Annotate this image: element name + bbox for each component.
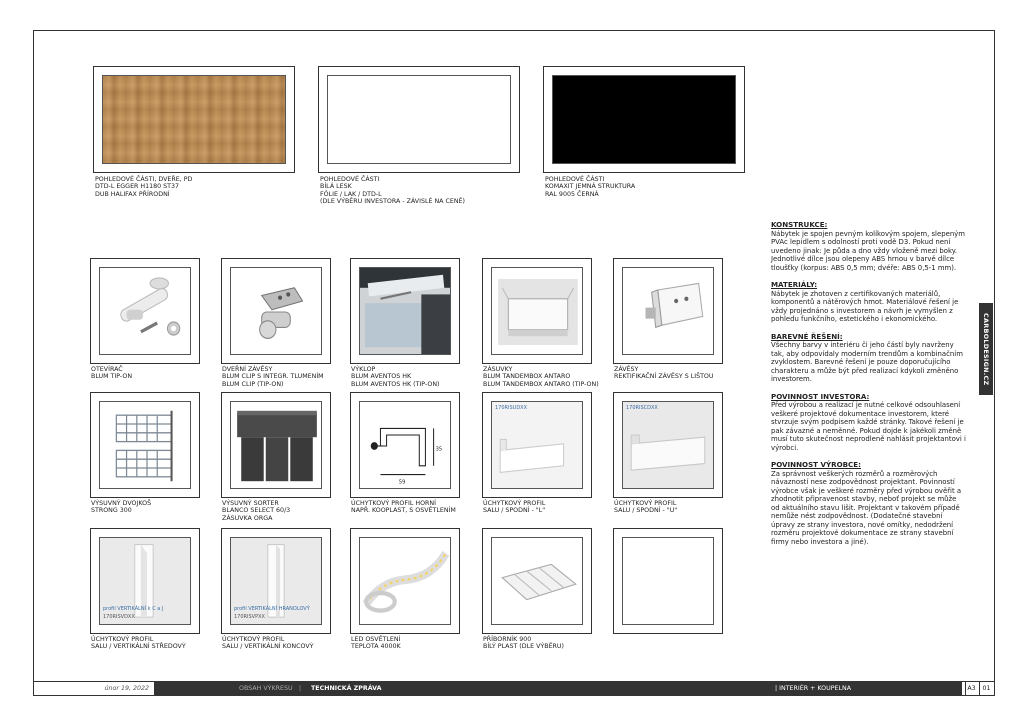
cutlery-tray-icon (492, 538, 583, 625)
footer-title: TECHNICKÁ ZPRÁVA (311, 685, 382, 692)
product-frame (350, 258, 460, 364)
product-image (99, 537, 191, 625)
product-tag: profil VERTIKÁLNÍ HRANOLOVÝ (234, 606, 310, 612)
caption-line: BÍLÝ PLAST (DLE VÝBĚRU) (483, 643, 564, 651)
product-image (99, 401, 191, 489)
footer-date: únor 19, 2022 (104, 685, 149, 692)
product-frame (350, 392, 460, 498)
product-caption (91, 636, 186, 651)
product-frame (482, 528, 592, 634)
product-image (359, 401, 451, 489)
footer-format: A3 (965, 682, 977, 696)
material-swatch-white (327, 75, 511, 164)
product-caption (351, 500, 456, 515)
note-text: Nábytek je zhotoven z certifikovaných materiálů, komponentů a nátěrových hmot. Materiálové řešení je vždy projednáno s investorem a návrh je vymyšlen z pohledu funkčního, estetického i ekonomického. (771, 289, 959, 323)
caption-line: VÝKLOP (351, 366, 376, 373)
technical-notes (771, 221, 967, 555)
footer-page-number: 01 (979, 682, 993, 696)
product-tag: 170RISCDXX (626, 405, 658, 411)
l-profile-icon (492, 402, 583, 489)
caption-line: OTEVÍRAČ (91, 366, 123, 373)
product-image (99, 267, 191, 355)
caption-line: DVEŘNÍ ZÁVĚSY (222, 366, 273, 373)
caption-line: ÚCHYTKOVÝ PROFIL (91, 636, 154, 643)
product-code: 170RISVPXX (234, 614, 265, 620)
product-tag: profil VERTIKÁLNÍ k C a J (103, 606, 164, 612)
caption-line: TEPLOTA 4000K (351, 643, 401, 651)
material-caption (320, 176, 465, 205)
caption-line: PŘÍBORNÍK 900 (483, 636, 532, 643)
product-frame (90, 392, 200, 498)
title-block (33, 681, 995, 696)
caption-line: BLUM AVENTOS HK (TIP-ON) (351, 380, 440, 388)
product-frame (482, 258, 592, 364)
note-text: Nábytek je spojen pevným kolíkovým spojem, slepeným PVAc lepidlem s odolností proti vodě D3. Pokud není uvedeno jinak: Je půda a dno vždy vloženě mezi boky. Jednotlivé dílce jsou olepeny ABS hrnou v barvě dílce tloušťky (korpus: ABS 0,5 mm; dvéře: ABS 0,5-1 mm). (771, 229, 965, 272)
footer-bar (154, 682, 962, 696)
caption-line: ÚCHYTKOVÝ PROFIL HORNÍ (351, 500, 436, 507)
product-caption (91, 500, 151, 515)
product-frame (350, 528, 460, 634)
caption-line: POHLEDOVÉ ČÁSTI (320, 176, 380, 183)
hanger-icon (623, 268, 714, 355)
brand-side-tab: CARBOLDESIGN.CZ (979, 303, 993, 395)
product-caption (614, 366, 713, 381)
note-heading: MATERIÁLY: (771, 280, 818, 289)
product-code: 170RISVDXX (103, 614, 135, 620)
material-swatch-black (552, 75, 736, 164)
product-image (359, 267, 451, 355)
material-swatch-frame (93, 66, 295, 173)
material-caption (545, 176, 635, 198)
svg-text:59: 59 (398, 479, 406, 486)
lift-up-icon (360, 268, 451, 355)
product-image (230, 537, 322, 625)
product-image (491, 267, 583, 355)
empty (623, 538, 714, 625)
note-text: Za správnost veškerých rozměrů a rozměrových návazností nese zodpovědnost projektant. Povinností výrobce však je veškeré rozměry před výrobou ověřit a zhodnotit připravenost stavby, neboť projekt se může od aktuálního stavu lišit. Projektant v takovém případě nemůže nést zodpovědnost. (Dodatečné stavební úpravy ze strany investora, nové omítky, nedodržení rozměru projektové dokumentace ze strany stavební firmy nebo investora a jiné). (771, 469, 962, 546)
caption-line: BLUM CLIP S INTEGR. TLUMENÍM (222, 373, 324, 381)
footer-separator: | (299, 685, 302, 692)
product-caption (483, 636, 564, 651)
hinge-icon (231, 268, 322, 355)
product-tag: 170RISUDXX (495, 405, 528, 411)
material-swatch-frame (318, 66, 520, 173)
caption-line: LED OSVĚTLENÍ (351, 636, 401, 643)
caption-line: ZÁSUVKA ORGA (222, 514, 273, 522)
caption-line: POHLEDOVÉ ČÁSTI, DVEŘE, PD (95, 176, 193, 183)
product-image (622, 401, 714, 489)
product-image (622, 267, 714, 355)
caption-line: NAPŘ. KOOPLAST, S OSVĚTLENÍM (351, 507, 456, 515)
product-frame (90, 528, 200, 634)
product-image (622, 537, 714, 625)
caption-line: SALU / VERTIKÁLNÍ KONCOVÝ (222, 643, 314, 651)
note-text: Všechny barvy v interiéru či jeho částí byly navrženy tak, aby odpovídaly moderním trendům a kombinačním zvyklostem. Barevné řešení je pouze doporučujícího charakteru a může být před realizací kdykoli změněno investorem. (771, 341, 963, 383)
caption-line: BLUM CLIP (TIP-ON) (222, 380, 284, 388)
product-caption (222, 636, 314, 651)
caption-line: SALU / VERTIKÁLNÍ STŘEDOVÝ (91, 643, 186, 651)
material-caption (95, 176, 192, 198)
basket-icon (100, 402, 191, 489)
caption-line: DTD-L EGGER H1180 ST37 (95, 183, 180, 191)
caption-line: BLUM AVENTOS HK (351, 373, 412, 381)
svg-text:35: 35 (435, 446, 443, 453)
caption-line: ÚCHYTKOVÝ PROFIL (483, 500, 546, 507)
product-frame (613, 258, 723, 364)
caption-line: STRONG 300 (91, 507, 132, 515)
caption-line: ÚCHYTKOVÝ PROFIL (614, 500, 677, 507)
led-strip-icon (360, 538, 451, 625)
product-caption (483, 500, 545, 515)
drawer-icon (492, 268, 583, 355)
product-frame (613, 528, 723, 634)
u-profile-icon (623, 402, 714, 489)
caption-line: ZÁVĚSY (614, 366, 639, 373)
caption-line: DUB HALIFAX PŘÍRODNÍ (95, 190, 170, 198)
note-heading: POVINNOST VÝROBCE: (771, 460, 861, 469)
caption-line: POHLEDOVÉ ČÁSTI (545, 176, 605, 183)
product-frame (613, 392, 723, 498)
caption-line: SALU / SPODNÍ - "L" (483, 507, 546, 515)
product-image (359, 537, 451, 625)
material-swatch-frame (543, 66, 745, 173)
product-caption (222, 500, 290, 522)
product-frame (90, 258, 200, 364)
caption-line: BLUM TANDEMBOX ANTARO (483, 373, 571, 381)
waste-sorter-icon (231, 402, 322, 489)
product-image (230, 267, 322, 355)
footer-project: | INTERIÉR + KOUPELNA (775, 685, 852, 692)
caption-line: (DLE VÝBĚRU INVESTORA - ZÁVISLÉ NA CENĚ) (320, 197, 465, 205)
caption-line: KOMAXIT JEMNÁ STRUKTURA (545, 183, 636, 191)
note-heading: KONSTRUKCE: (771, 220, 828, 229)
caption-line: BLUM TANDEMBOX ANTARO (TIP-ON) (483, 380, 599, 388)
product-frame (221, 258, 331, 364)
profile-drawing-icon (360, 402, 451, 489)
product-caption (351, 366, 440, 388)
caption-line: REKTIFIKAČNÍ ZÁVĚSY S LIŠTOU (614, 373, 714, 381)
push-opener-icon (100, 268, 191, 355)
caption-line: SALU / SPODNÍ - "U" (614, 507, 678, 515)
caption-line: BLANCO SELECT 60/3 (222, 507, 291, 515)
caption-line: FÓLIE / LAK / DTD-L (320, 190, 382, 198)
product-caption (614, 500, 677, 515)
product-caption (351, 636, 401, 651)
product-image (491, 537, 583, 625)
caption-line: VÝSUVNÝ DVOJKOŠ (91, 500, 152, 507)
note-heading: BAREVNÉ ŘEŠENÍ: (771, 331, 843, 341)
note-heading: POVINNOST INVESTORA: (771, 391, 870, 401)
product-caption (222, 366, 324, 388)
caption-line: VÝSUVNÝ SORTER (222, 500, 279, 507)
caption-line: BLUM TIP-ON (91, 373, 133, 381)
caption-line: ÚCHYTKOVÝ PROFIL (222, 636, 285, 643)
caption-line: BÍLÁ LESK (320, 183, 352, 191)
material-swatch-wood (102, 75, 286, 164)
product-caption (91, 366, 132, 381)
product-frame (221, 528, 331, 634)
product-frame (221, 392, 331, 498)
product-frame (482, 392, 592, 498)
note-text: Před výrobou a realizací je nutné celkové odsouhlasení veškeré projektové dokumentace investorem, které stvrzuje svým podpisem každé stránky. Takové řešení je pak závazné a neměnné. Pokud dojde k jakékoli změně musí tuto skutečnost neprodleně nahlásit projektantovi i výrobci. (771, 401, 966, 452)
caption-line: RAL 9005 ČERNÁ (545, 190, 599, 198)
footer-section: OBSAH VÝKRESU (239, 685, 293, 692)
product-image (491, 401, 583, 489)
product-image (230, 401, 322, 489)
caption-line: ZÁSUVKY (483, 366, 513, 373)
product-caption (483, 366, 599, 388)
